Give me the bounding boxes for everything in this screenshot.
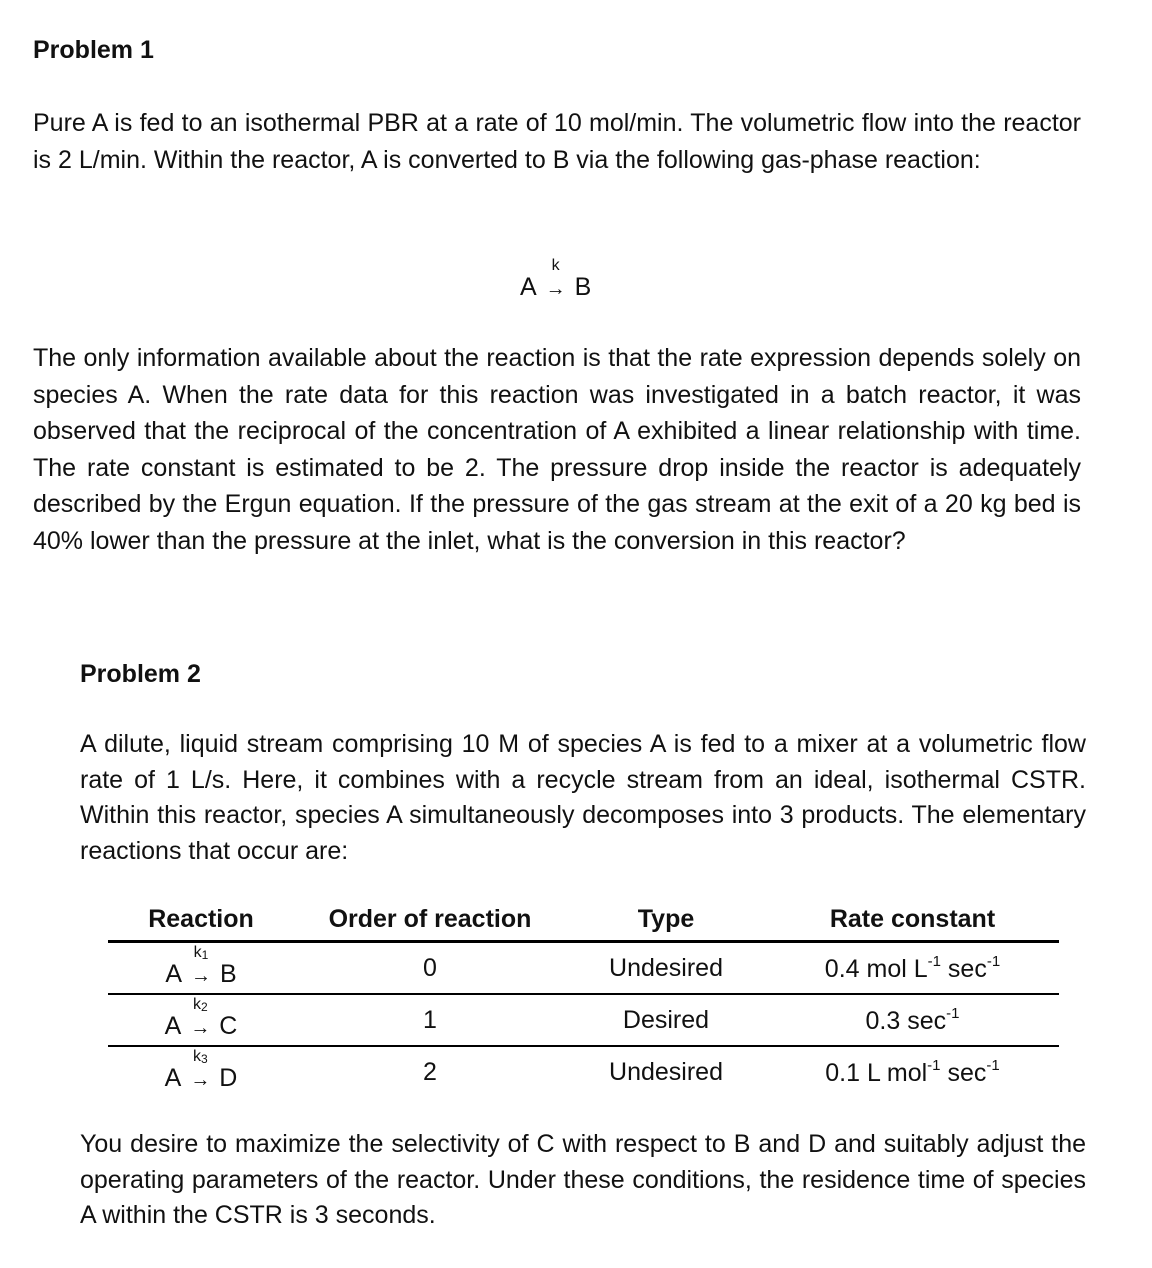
type-cell: Undesired [609,953,723,982]
rate-constant-label: k [551,257,560,274]
type-cell: Desired [622,1005,710,1034]
product: B [219,959,237,988]
reactant: A [520,273,537,301]
header-type: Type [637,904,695,933]
reactant: A [164,1063,182,1092]
problem-2-title: Problem 2 [80,660,201,688]
rate-constant-label: $k_2$ [192,995,208,1014]
rate-constant-label: $k_3$ [192,1047,208,1066]
order-cell: 0 [423,953,437,982]
problem-1-intro: Pure A is fed to an isothermal PBR at a rate of 10 mol/min. The volumetric flow into the reactor is 2 L/min. Within the reactor, A is converted to B via the following gas-phase reaction: [33,109,1081,174]
product: B [574,273,592,301]
rate-constant-cell: 0.1 L mol$^{-1}$ $\sec^{-1}$ [825,1056,1000,1087]
rate-constant-cell: 0.4 mol $L^{-1}$ $\sec^{-1}$ [824,952,1001,983]
table-row [108,994,1059,1046]
reaction-cell [108,1046,294,1097]
arrow-icon: → [545,278,566,300]
problem-1-body: The only information available about the reaction is that the rate expression depends solely on species A. When the rate data for this reaction was investigated in a batch reactor, it was observed that the reciprocal of the concentration of A exhibited a linear relationship with time. The rate constant is estimated to be 2. The pressure drop inside the reactor is adequately described by the Ergun equation. If the pressure of the gas stream at the exit of a 20 kg bed is 40% lower than the pressure at the inlet, what is the conversion in this reactor? [33,344,1081,555]
order-cell: 1 [423,1005,437,1034]
arrow-icon: → [190,1068,211,1091]
product: C [219,1011,238,1040]
problem-2-intro: A dilute, liquid stream comprising 10 M of species A is fed to a mixer at a volumetric flow rate of 1 L/s. Here, it combines with a recycle stream from an ideal, isothermal CSTR. Within this reactor, species A simultaneously decomposes into 3 products. The elementary reactions that occur are: [80,730,1086,865]
problem-1-title: Problem 1 [33,36,154,64]
reactant: A [164,1011,182,1040]
problem-1-reaction [520,256,600,306]
arrow-icon: → [191,964,211,987]
table-row [108,1046,1059,1097]
table-header-row [108,898,1059,942]
table-row [108,942,1059,995]
order-cell: 2 [423,1057,437,1086]
rate-constant-cell: 0.3 $\sec^{-1}$ [865,1004,960,1035]
problem-2-conclusion: You desire to maximize the selectivity of C with respect to B and D and suitably adjust the operating parameters of the reactor. Under these conditions, the residence time of species A within the CSTR is 3 seconds. [80,1130,1086,1229]
reactant: A [165,959,183,988]
reactions-table [108,898,1059,1097]
rate-constant-label: $k_1$ [193,943,209,962]
reaction-cell [108,994,294,1046]
header-reaction: Reaction [148,904,254,933]
header-rate-constant: Rate constant [829,904,996,933]
arrow-icon: → [190,1016,211,1039]
reaction-cell [108,942,294,995]
type-cell: Undesired [609,1057,723,1086]
product: D [219,1063,238,1092]
header-order: Order of reaction [328,904,532,933]
